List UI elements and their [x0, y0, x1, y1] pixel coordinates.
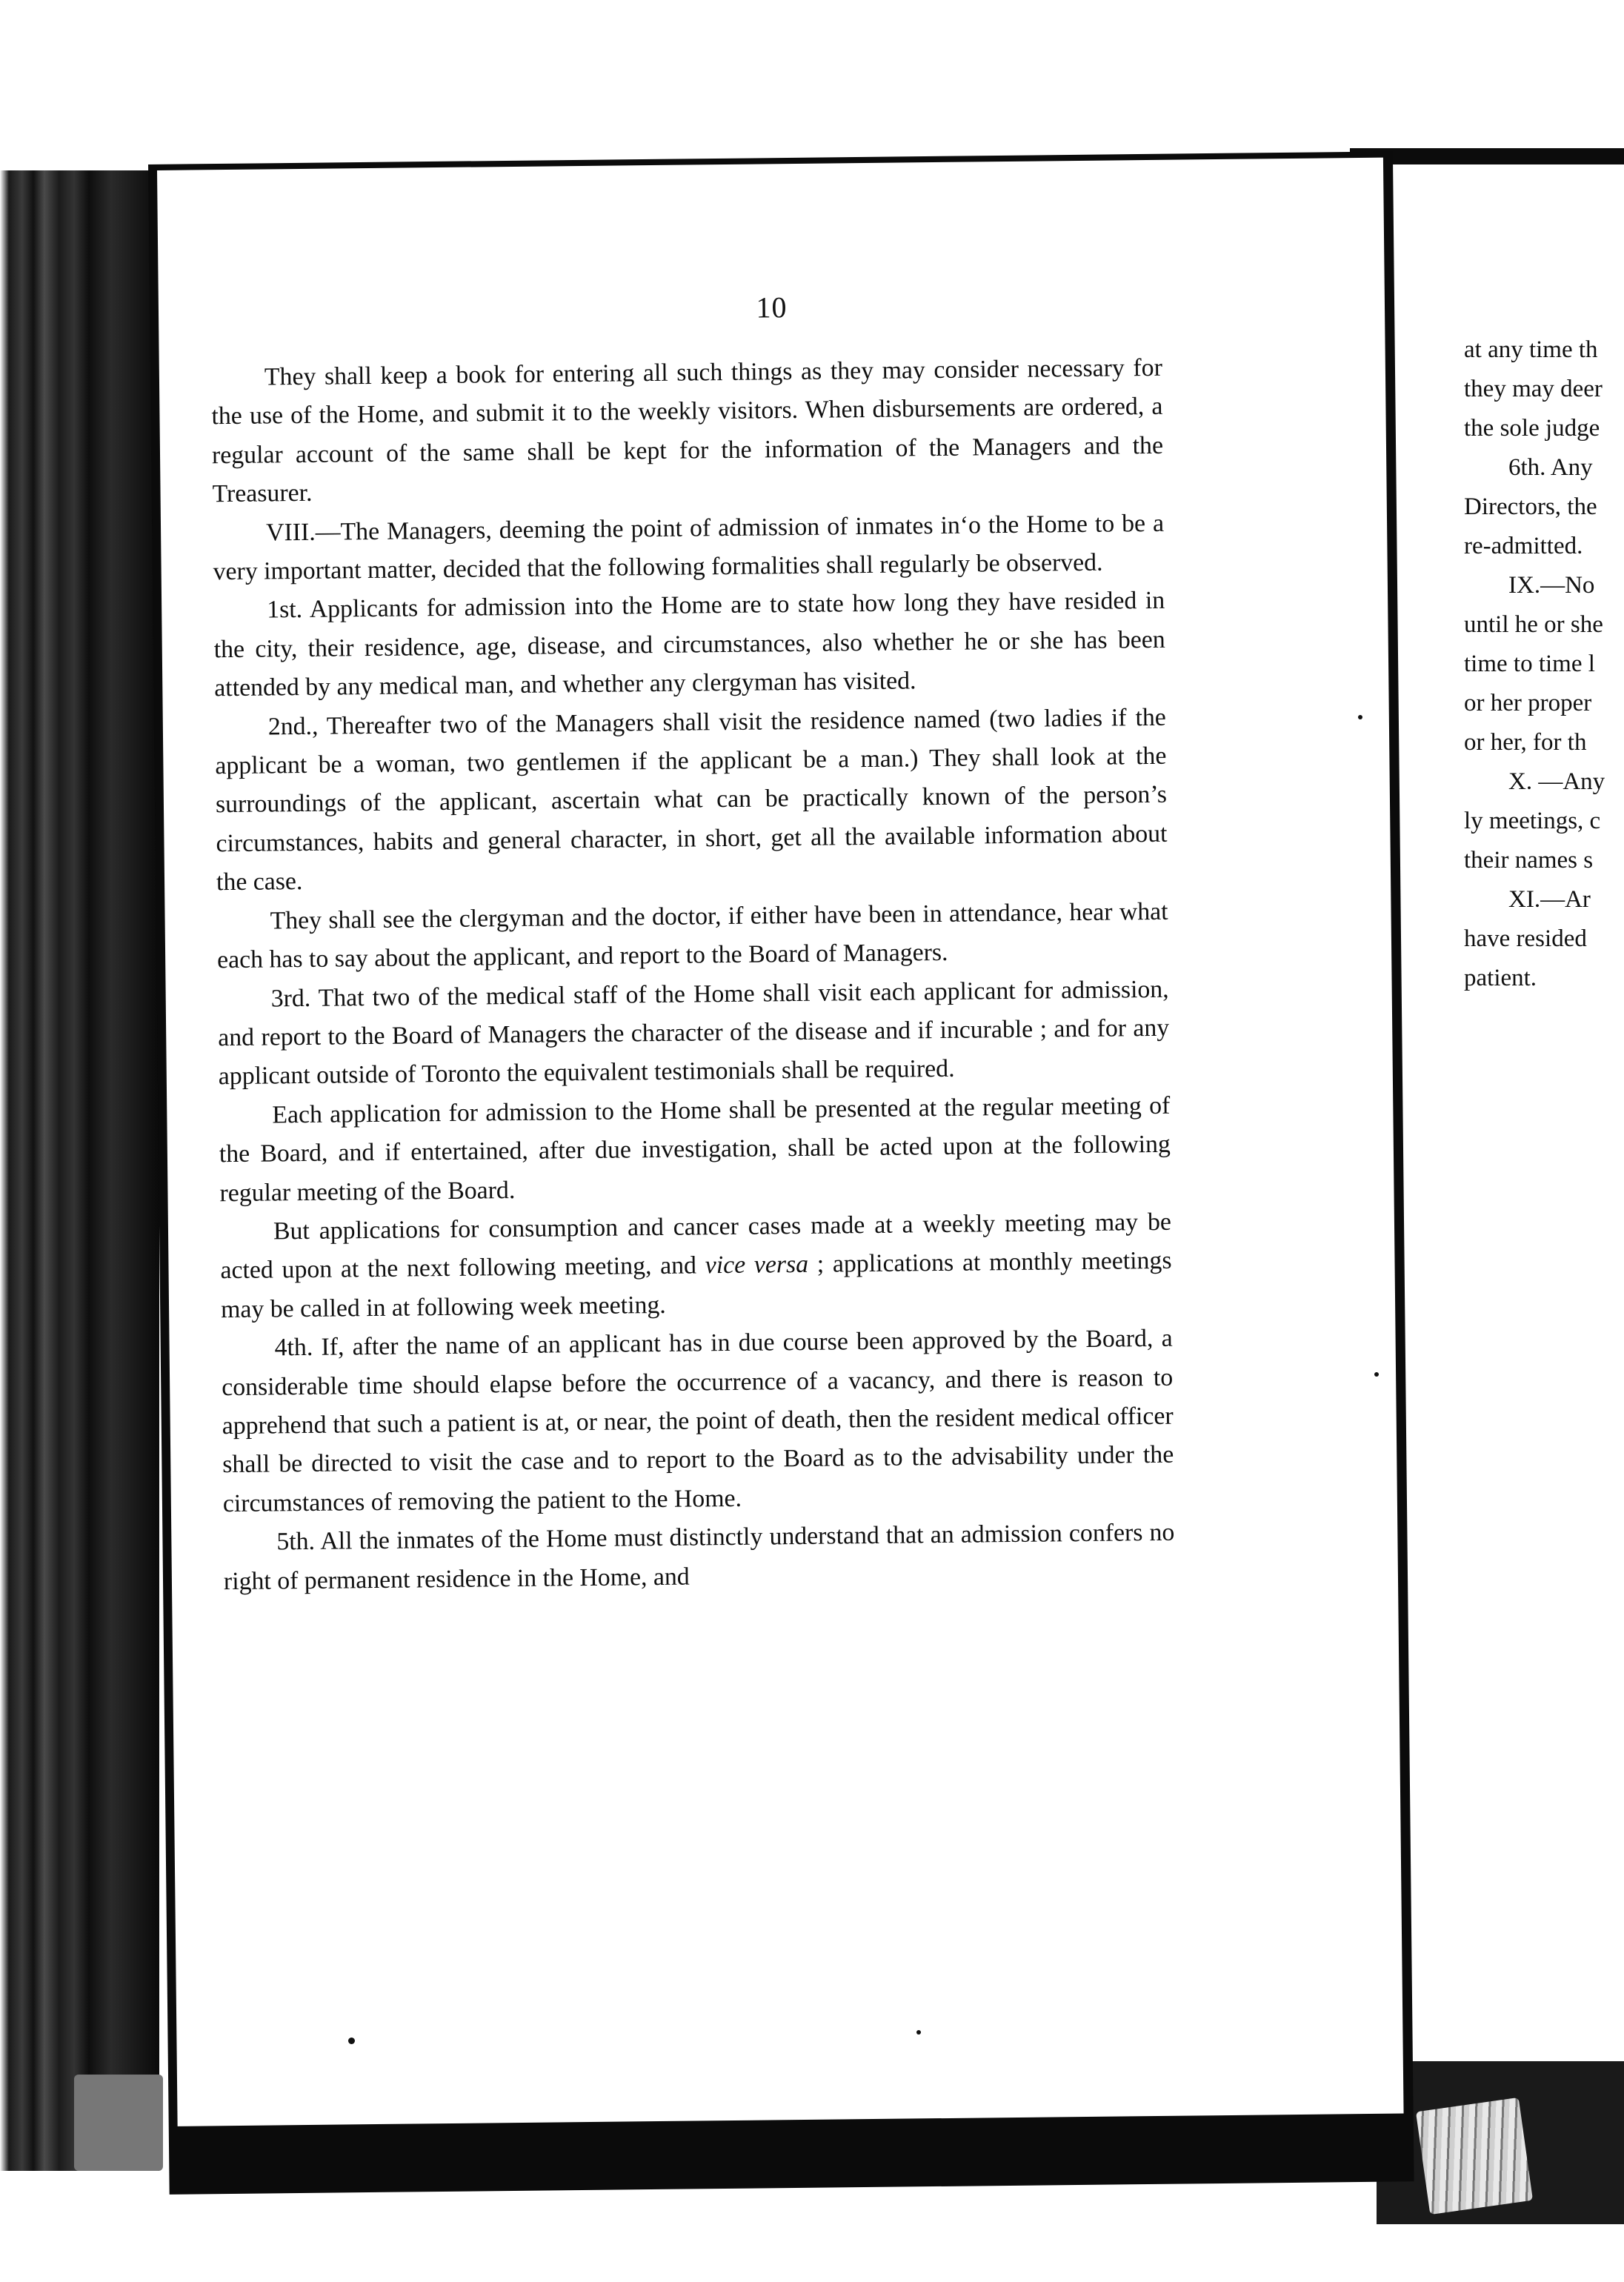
- paragraph: 2nd., Thereafter two of the Managers shall visit the residence named (two ladies if the applicant be a woman, two gentlemen if the applicant be a man.) They shall look at the surroundings of the applicant, ascertain what can be practically known of the person’s circumstances, habits and general character, in short, get all the available information about the case.: [215, 703, 1168, 897]
- adjacent-page-line: the sole judge: [1464, 415, 1600, 442]
- adjacent-page-line: Directors, the: [1464, 493, 1597, 520]
- adjacent-page-line: their names s: [1464, 847, 1594, 874]
- paragraph: 3rd. That two of the medical staff of the Home shall visit each applicant for admission, and report to the Board of Managers the character of the disease and if incurable ; and for any applicant outside of Toronto the equivalent testimonials shall be required.: [218, 975, 1170, 1091]
- document-page: [157, 158, 1404, 2126]
- page-body: [211, 349, 1175, 1601]
- adjacent-page-line: or her proper: [1464, 690, 1592, 716]
- print-speck: [916, 2030, 921, 2035]
- adjacent-page-line: until he or she: [1464, 611, 1603, 638]
- adjacent-page-line: re-admitted.: [1464, 533, 1583, 559]
- paragraph: 1st. Applicants for admission into the Home are to state how long they have resided in the city, their residence, age, disease, and circumstances, also whether he or she has been attended by any medical man, and whether any clergyman has visited.: [213, 587, 1165, 702]
- adjacent-page-line: IX.—No: [1508, 572, 1595, 599]
- adjacent-page-line: 6th. Any: [1508, 454, 1593, 481]
- adjacent-page-line: or her, for th: [1464, 729, 1587, 756]
- page-number: 10: [756, 290, 788, 325]
- adjacent-page-line: time to time l: [1464, 651, 1595, 677]
- paragraph: They shall see the clergyman and the doctor, if either have been in attendance, hear what each has to say about the applicant, and report to the Board of Managers.: [216, 897, 1168, 974]
- adjacent-page-line: at any time th: [1464, 336, 1598, 363]
- paragraph: They shall keep a book for entering all such things as they may consider necessary for the use of the Home, and submit it to the weekly visitors. When disbursements are ordered, a regular account of the same shall be kept for the information of the Managers and the Treasurer.: [211, 353, 1164, 508]
- binding-corner: [74, 2075, 163, 2171]
- paragraph: VIII.—The Managers, deeming the point of admission of inmates in‘o the Home to be a very important matter, decided that the following formalities shall regularly be observed.: [213, 509, 1165, 586]
- adjacent-page-line: XI.—Ar: [1508, 886, 1591, 913]
- adjacent-page-text: [1464, 330, 1624, 998]
- adjacent-page-line: patient.: [1464, 965, 1537, 991]
- adjacent-page-line: they may deer: [1464, 376, 1603, 402]
- adjacent-page-line: ly meetings, c: [1464, 808, 1601, 834]
- print-speck: [1374, 1372, 1379, 1377]
- italic-phrase: vice versa: [705, 1251, 809, 1280]
- paragraph: Each application for admission to the Home shall be presented at the regular meeting of the Board, and if entertained, after due investigation, shall be acted upon at the following regular meeting of the Board.: [219, 1091, 1171, 1207]
- paragraph: 5th. All the inmates of the Home must distinctly understand that an admission confers no right of permanent residence in the Home, and: [223, 1518, 1175, 1595]
- adjacent-page-line: X. —Any: [1508, 768, 1605, 795]
- print-speck: [1358, 715, 1362, 719]
- page-edge-scraps: [1416, 2098, 1533, 2215]
- print-speck: [348, 2038, 355, 2044]
- paragraph: 4th. If, after the name of an applicant has in due course been approved by the Board, a considerable time should elapse before the occurrence of a vacancy, and there is reason to apprehend that such a patient is at, or near, the point of death, then the resident medical officer shall be directed to visit the case and to report to the Board as to the advisability under the circumstances of removing the patient to the Home.: [222, 1324, 1174, 1517]
- paragraph: But applications for consumption and cancer cases made at a weekly meeting may be acted upon at the next following meeting, and vice versa ; applications at monthly meetings may be called in at following week meeting.: [220, 1208, 1172, 1323]
- adjacent-page: [1377, 164, 1624, 2061]
- adjacent-page-line: have resided: [1464, 925, 1587, 952]
- book-binding: [0, 170, 159, 2171]
